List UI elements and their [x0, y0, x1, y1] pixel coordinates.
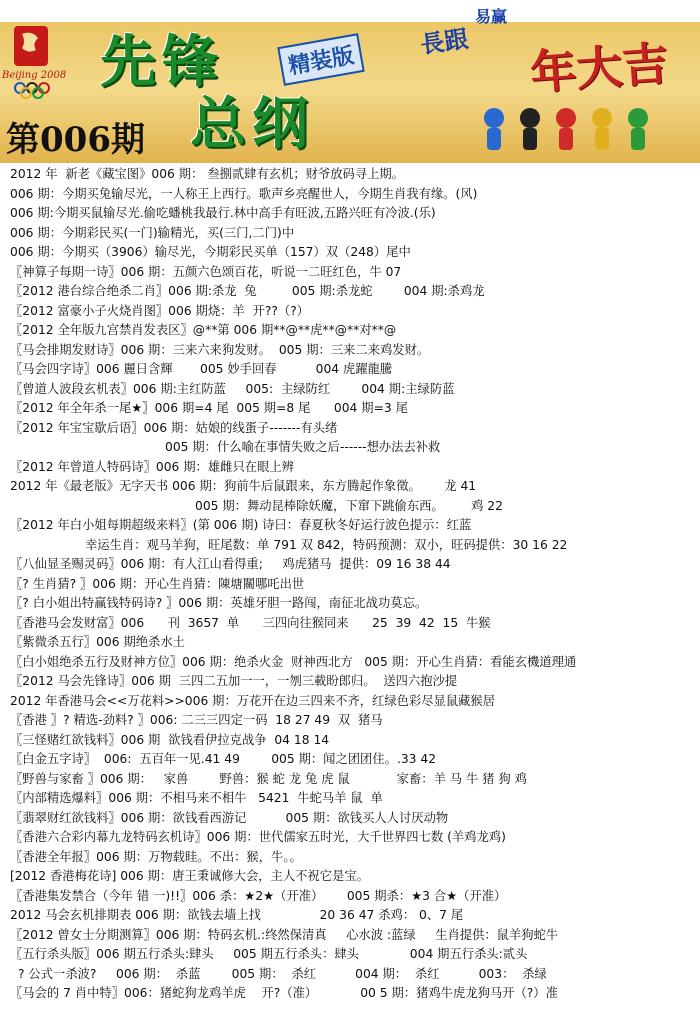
title-line-2: 总纲 [190, 91, 314, 157]
text-line [0, 750, 700, 770]
line-text: 〖神算子每期一诗〗006 期：五颜六色颂百花，听说一二旺红色，牛 07 [10, 264, 402, 279]
slogan-text: 年大吉 [528, 36, 670, 100]
text-line [0, 536, 700, 556]
text-line [0, 614, 700, 634]
line-text: [2012 香港梅花诗] 006 期：唐王秉诚修大会，主人不祝它是宝。 [10, 869, 369, 883]
text-line [0, 828, 700, 848]
text-line [0, 516, 700, 536]
line-text: 〖马会四字诗〗006 麗日含輝 005 妙手回春 004 虎躍龍騰 [10, 362, 393, 376]
winner-text: 易赢 [475, 7, 508, 26]
text-line [0, 867, 700, 887]
line-text: 〖内部精选爆料〗006 期：不相马来不相牛 5421 牛蛇马羊 鼠 单 [10, 791, 383, 805]
issue-number: 006 [40, 120, 111, 160]
title-line-1: 先锋 [100, 29, 224, 95]
line-text: 2012 年香港马会<<万花料>>006 期：万花开在边三四来不齐，红绿色彩尽显鼠藏猴居 [10, 693, 496, 708]
line-text: 〖五行杀头版〗006 期五行杀头:肆头 005 期五行杀头：肆头 004 期五行杀头:贰头 [10, 947, 528, 961]
text-line [0, 731, 700, 751]
document-body [0, 165, 700, 1004]
line-text: 〖紫微杀五行〗006 期绝杀水土 [10, 635, 185, 649]
beijing-olympic-logo [8, 22, 78, 102]
text-line [0, 848, 700, 868]
text-line [0, 302, 700, 322]
text-line [0, 204, 700, 224]
mascot-icon [552, 108, 580, 154]
line-text: 〖? 生肖猜? 〗006 期：开心生肖猜：陳塘關哪吒出世 [10, 576, 305, 591]
line-text: 〖2012 港台综合绝杀二肖〗006 期:杀龙 兔 005 期:杀龙蛇 004 期:杀鸡龙 [10, 284, 485, 298]
text-line [0, 165, 700, 185]
logo-text: Beijing 2008 [2, 70, 67, 81]
text-line [0, 477, 700, 497]
text-line [0, 438, 700, 458]
text-line [0, 945, 700, 965]
text-line [0, 594, 700, 614]
text-line [0, 458, 700, 478]
text-line [0, 887, 700, 907]
mascot-icon [588, 108, 616, 154]
text-line [0, 399, 700, 419]
text-line [0, 419, 700, 439]
text-line [0, 653, 700, 673]
text-line [0, 555, 700, 575]
line-text: 〖马会的 7 肖中特〗006：猪蛇狗龙鸡羊虎 开?（准） 00 5 期：猪鸡牛虎龙狗马开（?）准 [10, 986, 558, 1000]
line-text: 005 期：舞动昆棒除妖魔，下窜下跳偷东西。 鸡 22 [195, 498, 503, 513]
text-line [0, 809, 700, 829]
line-text: 2012 年 新老《藏宝图》006 期： 叁捌贰肆有玄机；财爷放码寻上期。 [10, 167, 405, 181]
line-text: 〖香港 〗? 精选-劲料? 〗006: 二三三四定一码 18 27 49 双 猪马 [10, 713, 383, 727]
line-text: 006 期:今期买鼠输尽光.偷吃蟠桃我最行.林中高手有旺波,五路兴旺有冷波.(乐) [10, 206, 436, 220]
text-line [0, 633, 700, 653]
text-line [0, 341, 700, 361]
line-text: 2012 马会玄机排期表 006 期：欲钱去墙上找 20 36 47 杀鸡： 0、7 尾 [10, 908, 464, 922]
line-text: 006 期：今期买（3906）输尽光，今期彩民买单（157）双（248）尾中 [10, 245, 411, 259]
text-line [0, 263, 700, 283]
line-text: 幸运生肖：观马羊狗，旺尾数：单 791 双 842，特码预测：双小，旺码提供：30 16 22 [85, 537, 568, 552]
line-text: 〖2012 年全年杀一尾★〗006 期=4 尾 005 期=8 尾 004 期=3 尾 [10, 401, 408, 415]
line-text: 006 期：今期彩民买(一门)输精光，买(三门,二门)中 [10, 225, 295, 240]
issue-suffix: 期 [110, 120, 145, 160]
line-text: 〖香港马会发财富〗006 刊 3657 单 三四向往猴同来 25 39 42 15 牛猴 [10, 615, 491, 630]
text-line [0, 789, 700, 809]
text-line [0, 321, 700, 341]
line-text: 2012 年《最老版》无字天书 006 期：狗前牛后鼠跟来，东方腾起作象徵。 龙 41 [10, 479, 477, 493]
header-banner [0, 0, 700, 163]
line-text: 〖2012 全年版九宫禁肖发表区〗@**第 006 期**@**虎**@**对**@ [10, 323, 397, 337]
text-line [0, 672, 700, 692]
line-text: 〖2012 曾女士分期测算〗006 期：特码玄机.:终然保清真 心水波 :蓝绿 生肖提供：鼠羊狗蛇牛 [10, 927, 559, 942]
line-text: 〖香港六合彩内幕九龙特码玄机诗〗006 期：世代儒家五时光，大千世界四七数 (羊鸡龙鸡) [10, 830, 506, 844]
line-text: 〖白金五字诗〗 006: 五百年一见.41 49 005 期：闻之团团住。.33 42 [10, 752, 437, 766]
mascot-icon [516, 108, 544, 154]
text-line [0, 224, 700, 244]
line-text: 〖2012 富豪小子火烧肖图〗006 期烧：羊 开??（?） [10, 303, 310, 318]
line-text: 〖八仙显圣赐灵码〗006 期：有人江山看得重; 鸡虎猪马 提供：09 16 38 44 [10, 557, 451, 571]
text-line [0, 984, 700, 1004]
text-line [0, 711, 700, 731]
text-line [0, 770, 700, 790]
line-text: 〖翡翠财红欲钱料〗006 期：欲钱看西游记 005 期：欲钱买人人讨厌动物 [10, 810, 449, 825]
text-line [0, 360, 700, 380]
line-text: 〖2012 马会先锋诗〗006 期 三四二五加一一，一刎三載盼郎归。 送四六抱沙提 [10, 674, 458, 688]
text-line [0, 965, 700, 985]
mascot-icon [624, 108, 652, 154]
text-line [0, 497, 700, 517]
line-text: ? 公式一杀波? 006 期： 杀蓝 005 期： 杀红 004 期： 杀红 003： 杀绿 [18, 966, 547, 981]
line-text: 〖2012 年宝宝歇后语〗006 期：姑娘的线蛋子-------有头绪 [10, 420, 338, 435]
line-text: 〖香港集发禁合（今年 错 一)!!〗006 杀：★2★（开准） 005 期杀：★3 合★（开准） [10, 888, 507, 903]
text-line [0, 243, 700, 263]
line-text: 〖野兽与家畜 〗006 期： 家兽 野兽：猴 蛇 龙 兔 虎 鼠 家畜：羊 马 牛 猪 狗 鸡 [10, 771, 527, 786]
text-line [0, 185, 700, 205]
mascot-icon [480, 108, 508, 154]
line-text: 〖2012 年白小姐每期超级来料〗(第 006 期) 诗曰：春夏秋冬好运行波色提示：红蓝 [10, 518, 472, 532]
text-line [0, 575, 700, 595]
text-line [0, 926, 700, 946]
line-text: 006 期：今期买兔输尽光，一人称王上西行。歌声乡亮醒世人，今期生肖我有缘。(风) [10, 186, 478, 201]
issue-prefix: 第 [6, 120, 40, 160]
line-text: 005 期：什么喻在事情失败之后------想办法去补救 [165, 440, 441, 454]
issue-label [6, 112, 145, 161]
text-line [0, 282, 700, 302]
line-text: 〖? 白小姐出特赢钱特码诗? 〗006 期：英雄牙胆一路闯，南征北战功莫忘。 [10, 596, 428, 610]
line-text: 〖香港全年报〗006 期：万物载眭。不出：猴，牛。。 [10, 849, 302, 864]
line-text: 〖三怪赌红欲钱料〗006 期 欲钱看伊拉克战争 04 18 14 [10, 732, 330, 747]
text-line [0, 380, 700, 400]
line-text: 〖白小姐绝杀五行及财神方位〗006 期：绝杀火金 财神西北方 005 期：开心生肖猜：看能玄機道理通 [10, 654, 577, 669]
text-line [0, 692, 700, 712]
text-line [0, 906, 700, 926]
follow-text: 長跟 [418, 23, 471, 60]
line-text: 〖2012 年曾道人特码诗〗006 期：雄雌只在眼上辨 [10, 459, 294, 474]
line-text: 〖马会排期发财诗〗006 期：三来六来狗发财。 005 期：三来二来鸡发财。 [10, 342, 430, 357]
fuwa-mascots [480, 108, 690, 158]
edition-badge: 精装版 [277, 33, 365, 86]
line-text: 〖曾道人波段玄机表〗006 期:主红防蓝 005: 主绿防红 004 期:主绿防蓝 [10, 381, 455, 396]
